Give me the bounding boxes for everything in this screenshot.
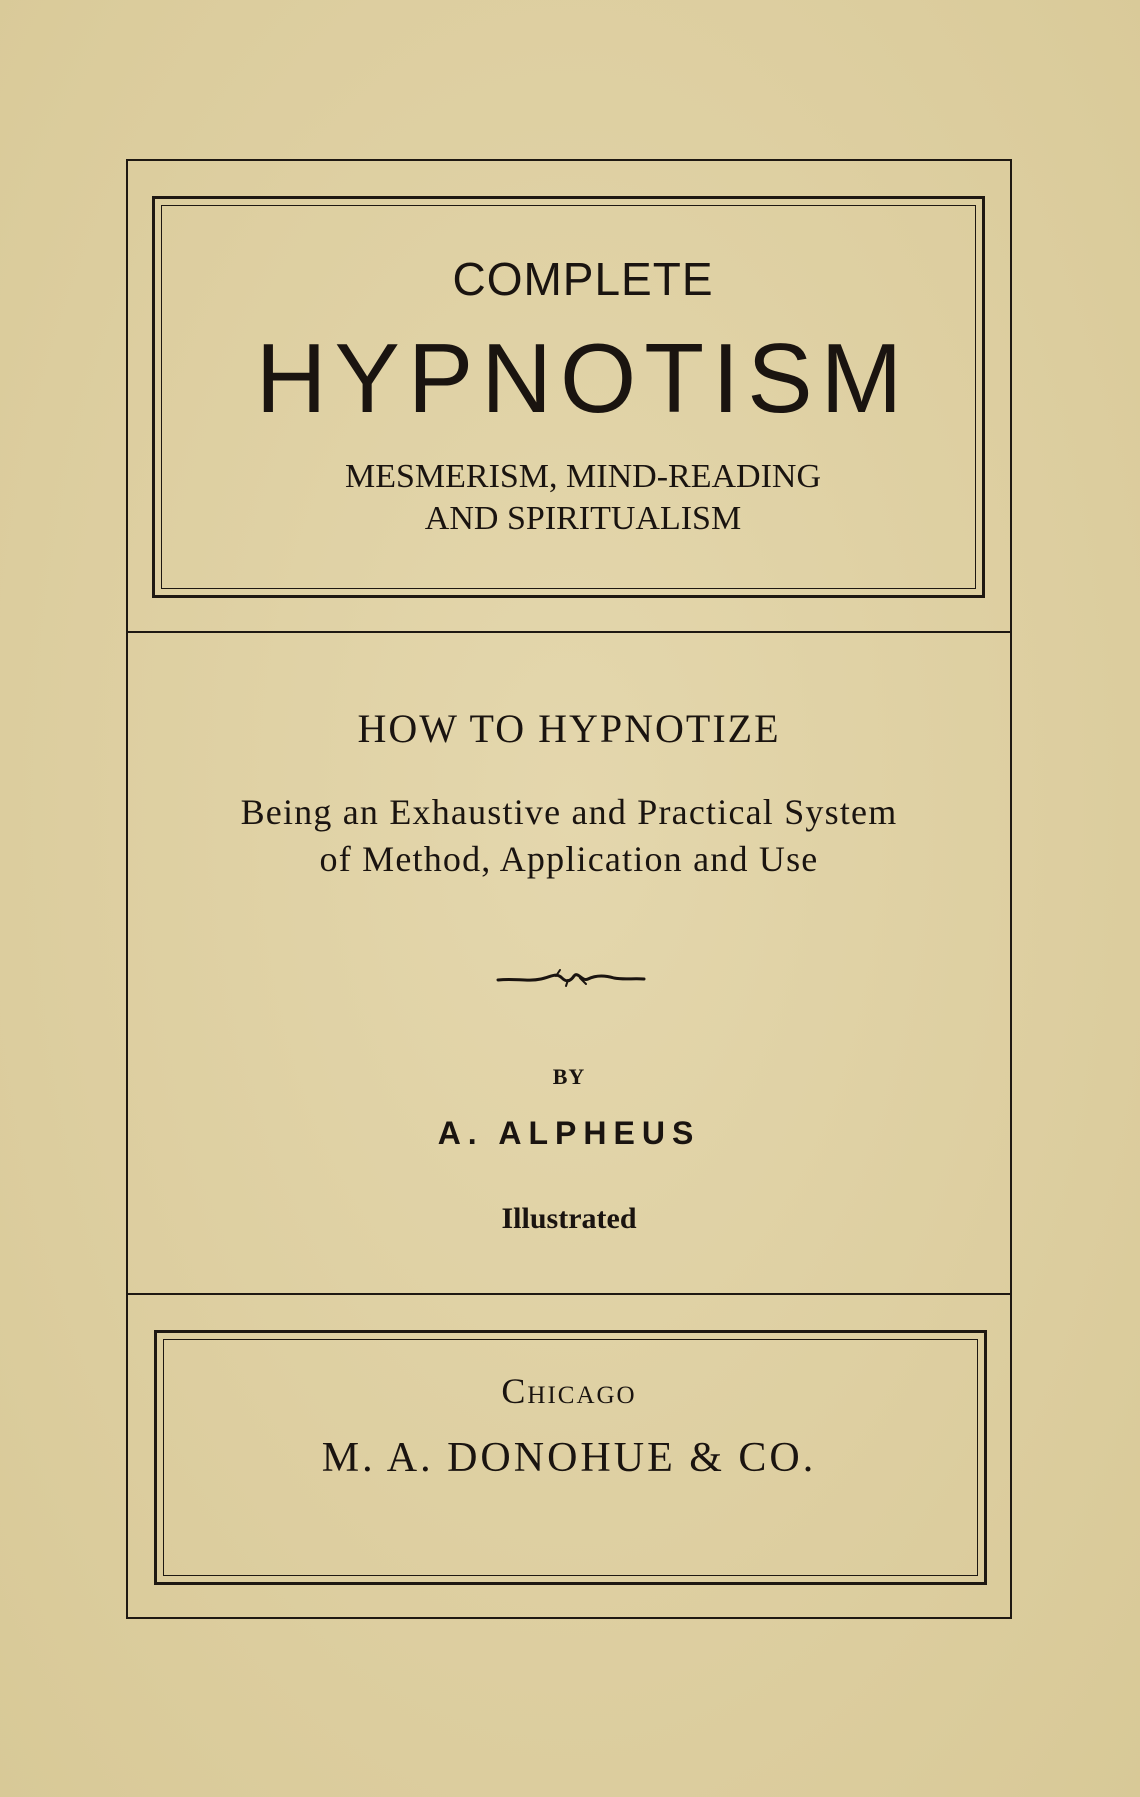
subtitle-line-1: MESMERISM, MIND-READING [344,458,822,495]
title-line-hypnotism: HYPNOTISM [255,323,911,433]
publisher-name: M. A. DONOHUE & CO. [321,1435,817,1481]
lower-divider-rule [126,1293,1012,1295]
section-heading: HOW TO HYPNOTIZE [357,706,781,751]
author-name: A. ALPHEUS [437,1115,701,1151]
by-label: BY [552,1064,586,1089]
illustrated-label: Illustrated [501,1202,637,1235]
publisher-city-text: Chicago [501,1371,637,1411]
publisher-city [126,1370,1012,1412]
subtitle-line-2: AND SPIRITUALISM [424,500,742,537]
description-line-2: of Method, Application and Use [319,839,819,879]
vine-ornament-icon [496,966,646,990]
description-line-1: Being an Exhaustive and Practical System [240,792,898,832]
upper-divider-rule [126,631,1012,633]
title-line-complete: COMPLETE [452,253,714,305]
